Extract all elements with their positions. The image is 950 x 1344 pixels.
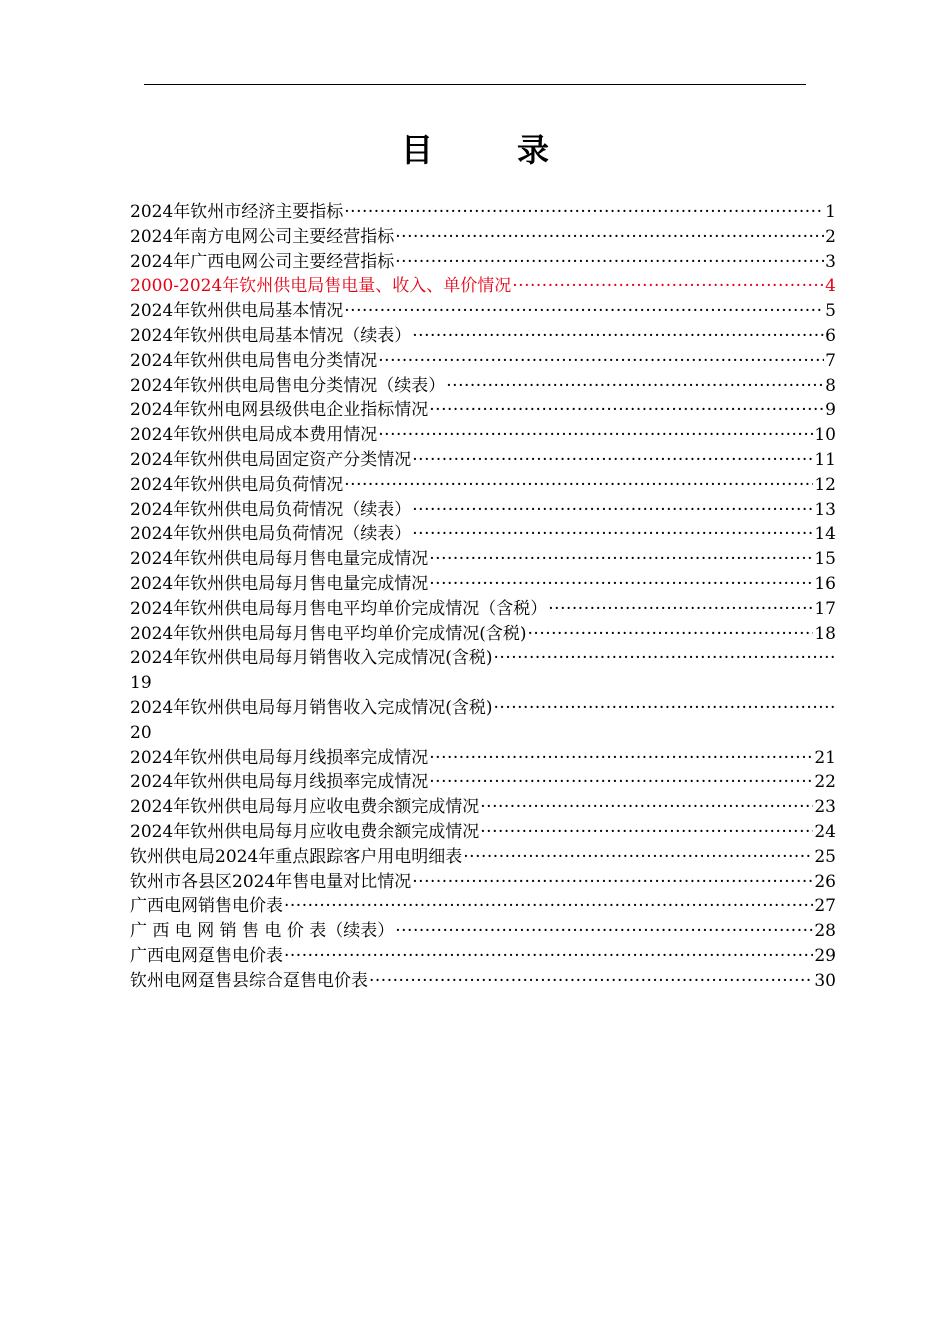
toc-leader-dots (429, 770, 813, 795)
toc-entry[interactable] (130, 374, 836, 399)
toc-entry-label: 广西电网销售电价表 (130, 896, 283, 917)
toc-leader-dots (446, 374, 824, 399)
toc-entry[interactable] (130, 398, 836, 423)
toc-entry[interactable] (130, 622, 836, 647)
toc-entry[interactable] (130, 274, 836, 299)
toc-entry-label: 2024年钦州供电局每月线损率完成情况 (130, 772, 429, 793)
toc-leader-dots (395, 225, 824, 250)
toc-entry[interactable] (130, 894, 836, 919)
toc-leader-dots (378, 349, 824, 374)
toc-entry-page: 17 (814, 598, 836, 619)
toc-entry-page: 15 (814, 549, 836, 570)
toc-entry-label: 广 西 电 网 销 售 电 价 表（续表） (130, 921, 395, 942)
toc-entry-page: 28 (814, 921, 836, 942)
toc-entry-page: 20 (130, 722, 152, 743)
toc-leader-dots (429, 398, 824, 423)
toc-entry-page: 4 (825, 276, 836, 297)
toc-leader-dots (344, 200, 824, 225)
toc-leader-dots (480, 795, 813, 820)
toc-entry[interactable] (130, 349, 836, 374)
toc-leader-dots (429, 746, 813, 771)
toc-entry-page: 19 (130, 673, 152, 694)
toc-leader-dots (528, 622, 814, 647)
toc-entry-page: 29 (814, 945, 836, 966)
toc-entry-page: 6 (825, 325, 836, 346)
toc-leader-dots (412, 870, 813, 895)
toc-entry-label: 2024年钦州供电局负荷情况（续表） (130, 499, 412, 520)
toc-entry-label: 2024年钦州供电局固定资产分类情况 (130, 449, 412, 470)
toc-leader-dots (344, 473, 813, 498)
toc-entry-page: 18 (814, 623, 836, 644)
toc-entry[interactable] (130, 795, 836, 820)
toc-entry-label: 2024年钦州供电局负荷情况（续表） (130, 524, 412, 545)
toc-entry-page: 13 (814, 499, 836, 520)
toc-leader-dots (284, 944, 813, 969)
toc-entry-page: 8 (825, 375, 836, 396)
toc-entry[interactable] (130, 498, 836, 523)
toc-entry-label: 2024年钦州供电局每月应收电费余额完成情况 (130, 797, 480, 818)
toc-leader-dots (378, 423, 813, 448)
toc-entry[interactable] (130, 324, 836, 349)
toc-entry-label: 钦州电网趸售县综合趸售电价表 (130, 970, 368, 991)
toc-entry-page: 16 (814, 573, 836, 594)
table-of-contents (130, 200, 836, 994)
toc-entry-label: 2024年钦州供电局每月销售收入完成情况(含税) (130, 648, 493, 669)
toc-entry[interactable] (130, 299, 836, 324)
toc-leader-dots (429, 547, 813, 572)
toc-entry-page: 23 (814, 797, 836, 818)
toc-entry-label: 钦州市各县区2024年售电量对比情况 (130, 871, 412, 892)
toc-entry-label: 2024年钦州供电局每月售电平均单价完成情况(含税) (130, 623, 527, 644)
toc-leader-dots (463, 845, 813, 870)
toc-entry-label: 2024年钦州供电局每月线损率完成情况 (130, 747, 429, 768)
toc-entry-page: 1 (825, 202, 836, 222)
toc-entry-label: 2024年钦州市经济主要指标 (130, 202, 344, 222)
toc-entry-page: 9 (825, 400, 836, 421)
toc-entry-label: 2024年钦州供电局每月售电量完成情况 (130, 549, 429, 570)
header-rule (144, 84, 806, 85)
toc-entry-page: 26 (814, 871, 836, 892)
toc-entry-page: 22 (814, 772, 836, 793)
toc-entry-label: 2024年钦州供电局基本情况 (130, 301, 344, 322)
toc-entry-page: 2 (825, 226, 836, 247)
toc-entry-label: 2024年钦州供电局每月售电量完成情况 (130, 573, 429, 594)
toc-entry-page: 14 (814, 524, 836, 545)
toc-entry[interactable] (130, 770, 836, 795)
toc-entry-label: 2000-2024年钦州供电局售电量、收入、单价情况 (130, 276, 512, 297)
toc-entry[interactable] (130, 919, 836, 944)
toc-leader-dots (395, 919, 813, 944)
toc-entry[interactable] (130, 969, 836, 994)
toc-entry[interactable] (130, 870, 836, 895)
toc-leader-dots (412, 522, 813, 547)
toc-entry[interactable] (130, 646, 836, 696)
toc-leader-dots (512, 274, 824, 299)
toc-entry-label: 2024年钦州供电局售电分类情况（续表） (130, 375, 446, 396)
toc-entry-label: 钦州供电局2024年重点跟踪客户用电明细表 (130, 846, 463, 867)
toc-entry-label: 2024年钦州供电局负荷情况 (130, 474, 344, 495)
toc-entry[interactable] (130, 845, 836, 870)
toc-leader-dots (412, 324, 824, 349)
toc-leader-dots (344, 299, 824, 324)
toc-entry-label: 2024年钦州供电局每月销售收入完成情况(含税) (130, 697, 493, 718)
toc-entry-page: 10 (814, 425, 836, 446)
toc-entry-page: 11 (814, 449, 836, 470)
toc-entry[interactable] (130, 448, 836, 473)
toc-leader-dots (480, 820, 813, 845)
toc-entry-label: 2024年钦州供电局基本情况（续表） (130, 325, 412, 346)
toc-leader-dots (548, 597, 813, 622)
toc-entry[interactable] (130, 746, 836, 771)
toc-entry-page: 12 (814, 474, 836, 495)
toc-entry-page: 5 (825, 301, 836, 322)
toc-entry[interactable] (130, 225, 836, 250)
page-title: 目 录 (400, 131, 575, 169)
toc-leader-dots (494, 646, 835, 671)
toc-entry-label: 2024年钦州供电局每月售电平均单价完成情况（含税） (130, 598, 548, 619)
toc-entry[interactable] (130, 250, 836, 275)
toc-leader-dots (412, 498, 813, 523)
toc-entry[interactable] (130, 547, 836, 572)
toc-entry[interactable] (130, 200, 836, 225)
toc-leader-dots (284, 894, 813, 919)
toc-entry-label: 广西电网趸售电价表 (130, 945, 283, 966)
toc-entry-page: 30 (814, 970, 836, 991)
toc-entry-label: 2024年南方电网公司主要经营指标 (130, 226, 395, 247)
toc-entry-page: 3 (825, 251, 836, 272)
toc-leader-dots (412, 448, 813, 473)
toc-entry-label: 2024年钦州供电局成本费用情况 (130, 425, 378, 446)
toc-entry[interactable] (130, 820, 836, 845)
toc-entry-page: 24 (814, 821, 836, 842)
toc-entry[interactable] (130, 944, 836, 969)
toc-entry-label: 2024年钦州供电局售电分类情况 (130, 350, 378, 371)
toc-leader-dots (395, 250, 824, 275)
toc-entry-page: 7 (825, 350, 836, 371)
toc-entry[interactable] (130, 572, 836, 597)
toc-entry[interactable] (130, 597, 836, 622)
toc-entry-page: 21 (814, 747, 836, 768)
toc-entry-label: 2024年广西电网公司主要经营指标 (130, 251, 395, 272)
toc-entry-page: 25 (814, 846, 836, 867)
toc-leader-dots (429, 572, 813, 597)
toc-entry-page: 27 (814, 896, 836, 917)
toc-entry-label: 2024年钦州电网县级供电企业指标情况 (130, 400, 429, 421)
toc-leader-dots (494, 696, 835, 721)
toc-entry[interactable] (130, 522, 836, 547)
toc-leader-dots (369, 969, 813, 994)
toc-entry[interactable] (130, 696, 836, 746)
toc-entry-label: 2024年钦州供电局每月应收电费余额完成情况 (130, 821, 480, 842)
toc-entry[interactable] (130, 423, 836, 448)
toc-entry[interactable] (130, 473, 836, 498)
